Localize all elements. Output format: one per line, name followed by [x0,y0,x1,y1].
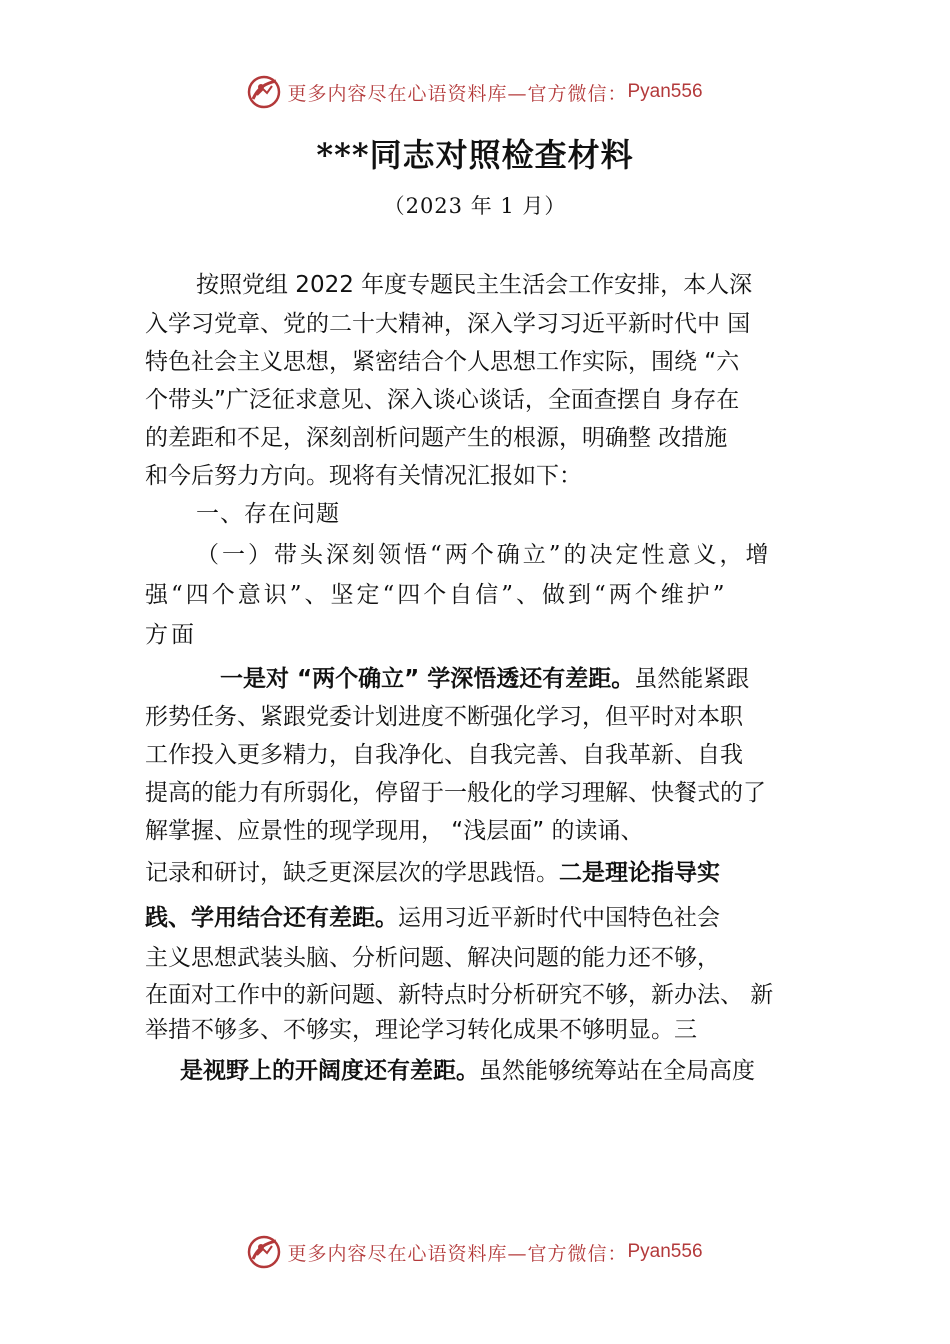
intro-line-3: 特色社会主义思想，紧密结合个人思想工作实际，围绕 “六 [145,349,740,375]
document-date: （2023 年 1 月） [383,194,567,218]
banner-contact: Pyan556 [627,1241,703,1262]
intro-line-6: 和今后努力方向。现将有关情况汇报如下： [145,463,582,489]
intro-line-5: 的差距和不足，深刻剖析问题产生的根源，明确整 改措施 [145,425,728,451]
body-2-line-2: 在面对工作中的新问题、新特点时分析研究不够，新办法、 新 [145,982,774,1008]
tree-seal-logo-icon [247,1235,281,1269]
header-banner [0,72,950,112]
document-title: ***同志对照检查材料 [316,136,634,174]
intro-line-4: 个带头”广泛征求意见、深入谈心谈话，全面查摆自 身存在 [145,387,740,413]
point-1-line [220,664,749,694]
subsection-line-2: 强“四个意识”、坚定“四个自信”、做到“两个维护” [145,582,728,608]
point-1-heading: 一是对 “两个确立” 学深悟透还有差距。 [220,666,635,692]
banner-contact: Pyan556 [627,81,703,102]
point-1-closing: 记录和研讨，缺乏更深层次的学思践悟。 [145,860,559,886]
point-2-text: 运用习近平新时代中国特色社会 [398,905,720,931]
intro-line-2: 入学习党章、党的二十大精神，深入学习习近平新时代中 国 [145,311,751,337]
tree-seal-logo-icon [247,75,281,109]
point-3-text: 虽然能够统筹站在全局高度 [479,1058,755,1084]
section-heading: 一、存在问题 [196,501,340,527]
body-1-line-1: 形势任务、紧跟党委计划进度不断强化学习，但平时对本职 [145,704,743,730]
point-2-heading-end: 践、学用结合还有差距。 [145,905,398,931]
banner-text: 更多内容尽在心语资料库—官方微信： [287,82,628,105]
body-1-line-3: 提高的能力有所弱化，停留于一般化的学习理解、快餐式的了 [145,780,766,806]
subsection-line-1: （一）带头深刻领悟“两个确立”的决定性意义，增 [196,542,772,568]
point-2-line-2 [145,903,720,933]
banner-text: 更多内容尽在心语资料库—官方微信： [287,1242,628,1265]
point-1-text: 虽然能紧跟 [634,666,750,692]
subsection-line-3: 方面 [145,622,197,648]
body-1-line-4: 解掌握、应景性的现学现用， “浅层面” 的读诵、 [145,818,644,844]
point-2-line-1 [145,858,720,888]
intro-line-1: 按照党组 2022 年度专题民主生活会工作安排，本人深 [196,272,753,298]
footer-banner [0,1232,950,1272]
body-2-line-3: 举措不够多、不够实，理论学习转化成果不够明显。三 [145,1017,697,1043]
body-1-line-2: 工作投入更多精力，自我净化、自我完善、自我革新、自我 [145,742,743,768]
point-3-line [180,1056,755,1086]
point-2-heading-start: 二是理论指导实 [559,860,720,886]
point-3-heading: 是视野上的开阔度还有差距。 [180,1058,479,1084]
body-2-line-1: 主义思想武装头脑、分析问题、解决问题的能力还不够， [145,945,720,971]
